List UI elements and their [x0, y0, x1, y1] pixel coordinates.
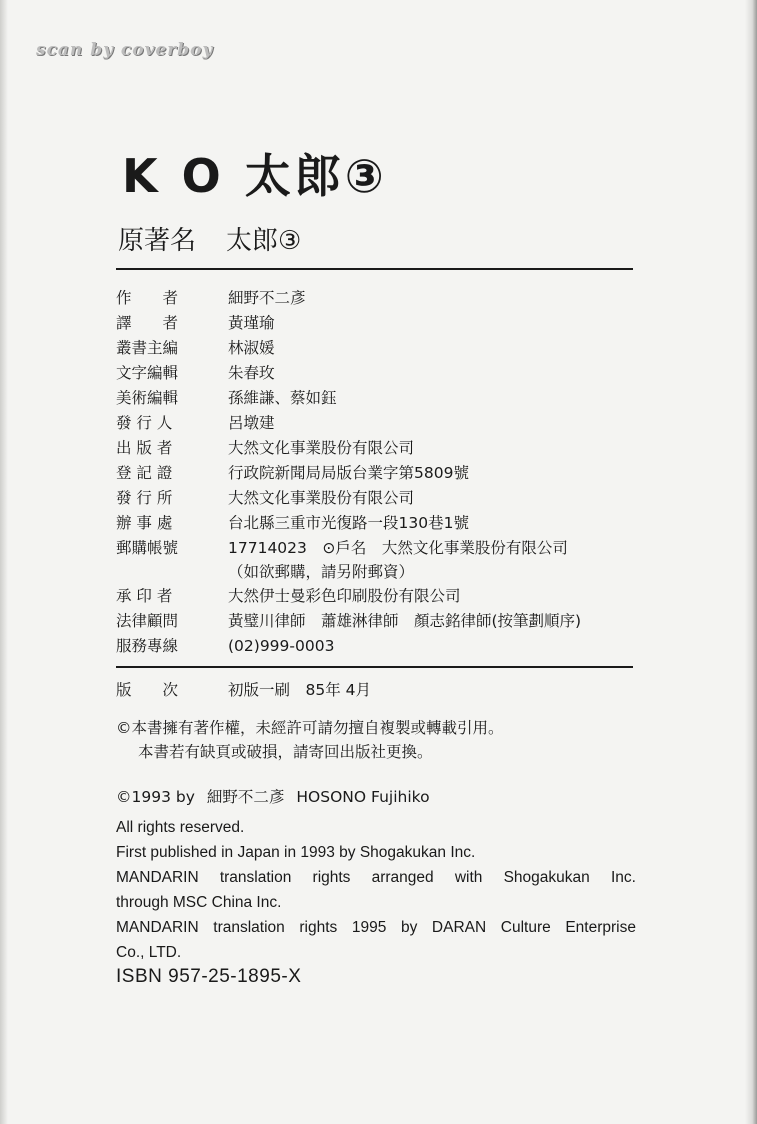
credit-value: 大然伊士曼彩色印刷股份有限公司 — [228, 587, 461, 605]
credit-row-printer — [116, 585, 646, 610]
credit-value: 黃瑾瑜 — [228, 314, 275, 332]
english-rights-block — [116, 815, 636, 965]
word: by — [400, 919, 418, 936]
credit-label: 美術編輯 — [116, 389, 179, 407]
word: rights — [299, 919, 338, 936]
edition-label: 版 次 — [116, 681, 179, 699]
credit-row-legal — [116, 610, 646, 635]
credit-label: 辦 事 處 — [116, 514, 173, 532]
credit-label: 作 者 — [116, 289, 179, 307]
credit-value: (02)999-0003 — [228, 637, 335, 655]
page-edge-right — [745, 0, 757, 1124]
copyright-author-cjk: 細野不二彥 — [206, 788, 285, 806]
word: 1995 — [351, 919, 387, 936]
credit-row-art-editor — [116, 387, 646, 412]
credit-value: 孫維謙、蔡如鈺 — [228, 389, 337, 407]
word: DARAN — [431, 919, 487, 936]
credit-row-service-line — [116, 635, 646, 660]
credit-row-distributor — [116, 487, 646, 512]
translation-rights-line-2: Co., LTD. — [116, 944, 182, 961]
word: MANDARIN — [116, 869, 199, 886]
credit-label: 服務專線 — [116, 637, 179, 655]
credit-row-registration — [116, 462, 646, 487]
credit-value: 朱春玫 — [228, 364, 275, 382]
credit-row-author — [116, 287, 646, 312]
original-title — [118, 220, 301, 257]
copyright-year: ©1993 by — [116, 788, 195, 806]
scan-credit: scan by coverboy — [36, 40, 214, 60]
translation-arranged-line-1 — [116, 865, 636, 890]
credit-label: 郵購帳號 — [116, 539, 179, 557]
copyright-notice — [116, 716, 504, 764]
credit-value: 黃璧川律師 蕭雄淋律師 顏志銘律師(按筆劃順序) — [228, 612, 582, 630]
edition-value: 初版一刷 85年 4月 — [228, 681, 372, 699]
isbn: ISBN 957-25-1895-X — [116, 966, 302, 987]
original-title-value: 太郎③ — [226, 226, 302, 256]
word: Shogakukan — [503, 869, 590, 886]
word: Enterprise — [565, 919, 636, 936]
credit-row-publisher-person — [116, 412, 646, 437]
word: Culture — [500, 919, 551, 936]
edition-row — [116, 678, 646, 700]
copyright-author-en: HOSONO Fujihiko — [296, 788, 430, 806]
credit-label: 叢書主編 — [116, 339, 179, 357]
credit-row-text-editor — [116, 362, 646, 387]
credit-value: 台北縣三重市光復路一段130巷1號 — [228, 514, 469, 532]
credit-label: 譯 者 — [116, 314, 179, 332]
notice-line-1: ©本書擁有著作權，未經許可請勿擅自複製或轉載引用。 — [116, 719, 504, 737]
credit-value: 呂墩建 — [228, 414, 275, 432]
rights-reserved: All rights reserved. — [116, 819, 245, 836]
credit-label: 承 印 者 — [116, 587, 173, 605]
translation-rights-line-1 — [116, 915, 636, 940]
original-title-label: 原著名 — [118, 226, 197, 256]
credit-row-series-editor — [116, 337, 646, 362]
credit-label: 登 記 證 — [116, 464, 173, 482]
credit-value: 行政院新聞局局版台業字第5809號 — [228, 464, 469, 482]
word: translation — [213, 919, 285, 936]
book-title: K O 太郎③ — [122, 149, 388, 203]
credit-label: 發 行 所 — [116, 489, 173, 507]
credit-row-translator — [116, 312, 646, 337]
postal-note: （如欲郵購，請另附郵資） — [228, 563, 415, 581]
first-published: First published in Japan in 1993 by Shogakukan Inc. — [116, 844, 476, 861]
credit-label: 發 行 人 — [116, 414, 173, 432]
credit-value — [228, 537, 646, 585]
credit-label: 出 版 者 — [116, 439, 173, 457]
word: Inc. — [610, 869, 636, 886]
word: rights — [312, 869, 351, 886]
divider-top — [116, 268, 633, 270]
postal-account: 17714023 ⊙戶名 大然文化事業股份有限公司 — [228, 539, 568, 557]
word: with — [454, 869, 483, 886]
divider-bottom — [116, 666, 633, 668]
credit-label: 文字編輯 — [116, 364, 179, 382]
credit-value: 細野不二彥 — [228, 289, 306, 307]
word: translation — [219, 869, 292, 886]
credit-value: 林淑媛 — [228, 339, 275, 357]
word: arranged — [371, 869, 434, 886]
copyright-line — [116, 785, 430, 807]
page-edge-left — [0, 0, 8, 1124]
credit-value: 大然文化事業股份有限公司 — [228, 489, 415, 507]
credit-label: 法律顧問 — [116, 612, 179, 630]
credits-list — [116, 287, 646, 660]
credit-row-postal — [116, 537, 646, 585]
word: MANDARIN — [116, 919, 199, 936]
notice-line-2: 本書若有缺頁或破損，請寄回出版社更換。 — [138, 743, 433, 761]
credit-row-office — [116, 512, 646, 537]
translation-arranged-line-2: through MSC China Inc. — [116, 894, 282, 911]
credit-value: 大然文化事業股份有限公司 — [228, 439, 415, 457]
credit-row-publisher — [116, 437, 646, 462]
